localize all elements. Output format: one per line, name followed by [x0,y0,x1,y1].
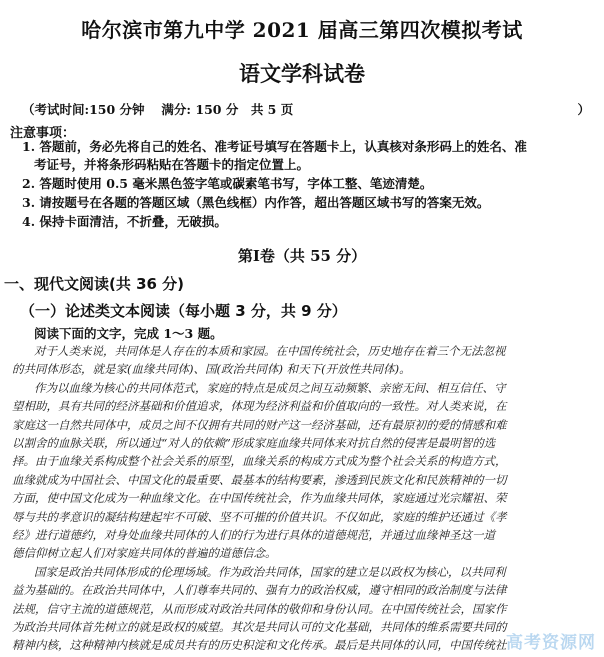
notice-item: 1. 答题前，务必先将自己的姓名、准考证号填写在答题卡上，认真核对条形码上的姓名、准 [22,139,527,154]
exam-info-text: （考试时间:150 分钟 满分: 150 分 共 5 页 [22,102,294,117]
passage-line: 国家是政治共同体形成的伦理场域。作为政治共同体，国家的建立是以政权为核心，以共同利 [34,564,506,579]
section-title: 第Ⅰ卷（共 55 分） [237,247,367,265]
notice-title: 注意事项： [10,126,76,141]
notice-item: 4. 保持卡面清洁，不折叠，无破损。 [22,214,227,229]
passage-line: 血缘就成为中国社会、中国文化的最重要、最基本的结构要素，渗透到民族文化和民族精神的一切 [12,472,507,487]
passage-line: 作为以血缘为核心的共同体范式，家庭的特点是成员之间互动频繁、亲密无间、相互信任、守 [34,380,506,395]
notice-item: 3. 请按题号在各题的答题区域（黑色线框）内作答，超出答题区域书写的答案无效。 [22,195,490,210]
passage-line: 德信仰树立起人们对家庭共同体的普遍的道德信念。 [12,546,277,561]
passage-line: 的共同体形态，就是家(血缘共同体)、国(政治共同体) 和天下(开放性共同体)。 [12,362,411,377]
passage-line: 法规，信守主流的道德规范，从而形成对政治共同体的敬仰和身份认同。在中国传统社会，国家作 [12,601,507,616]
passage-line: 对于人类来说，共同体是人存在的本质和家园。在中国传统社会，历史地存在着三个无法忽视 [34,344,506,358]
passage-line: 为政治共同体首先树立的就是政权的威望。其次是共同认可的文化基础，共同体的维系需要共同的 [12,620,507,634]
watermark-logo: 高考资源网 [506,633,596,653]
passage-line: 精神内核，这种精神内核就是成员共有的历史积淀和文化传承。最后是共同体的认同，中国传统社 [12,638,507,653]
document-title: 哈尔滨市第九中学 2021 届高三第四次模拟考试 [81,18,523,42]
passage-line: 望相助，具有共同的经济基础和价值追求，体现为经济利益和价值取向的一致性。对人类来说，在 [12,399,507,414]
notice-item-continuation: 考证号，并将条形码粘贴在答题卡的指定位置上。 [34,157,310,172]
reading-instruction: 阅读下面的文字，完成 1～3 题。 [34,326,223,341]
passage-line: 择。由于血缘关系构成整个社会关系的原型，血缘关系的构成方式成为整个社会关系的构造方式， [12,454,507,469]
notice-item: 2. 答题时使用 0.5 毫米黑色签字笔或碳素笔书写，字体工整、笔迹清楚。 [22,176,433,191]
document-subtitle: 语文学科试卷 [239,61,365,86]
subpart-title: （一）论述类文本阅读（每小题 3 分，共 9 分） [20,302,347,320]
passage-line: 方面，使中国文化成为一种血缘文化。在中国传统社会，作为血缘共同体，家庭通过光宗耀祖、荣 [12,491,507,506]
exam-info [22,100,590,118]
exam-info-close-paren: ） [577,102,590,117]
passage-line: 经》进行道德约，对身处血缘共同体的人们的行为进行具体的道德规范，并通过血缘神圣这一道 [12,528,495,542]
passage-line: 以割舍的血脉关联，所以通过“对人的依赖”形成家庭血缘共同体来对抗自然的侵害是最明智的选 [12,436,496,450]
passage-line: 益为基础的。在政治共同体中，人们尊奉共同的、强有力的政治权威，遵守相同的政治制度与法律 [12,583,507,598]
passage-line: 辱与共的孝意识的凝结构建起牢不可破、坚不可摧的价值共识。不仅如此，家庭的维护还通过《孝 [12,509,507,524]
passage-line: 家庭这一自然共同体中，成员之间不仅拥有共同的财产这一经济基础，还有最原初的爱的情感和难 [12,417,507,432]
part-title: 一、现代文阅读(共 36 分) [4,275,185,293]
